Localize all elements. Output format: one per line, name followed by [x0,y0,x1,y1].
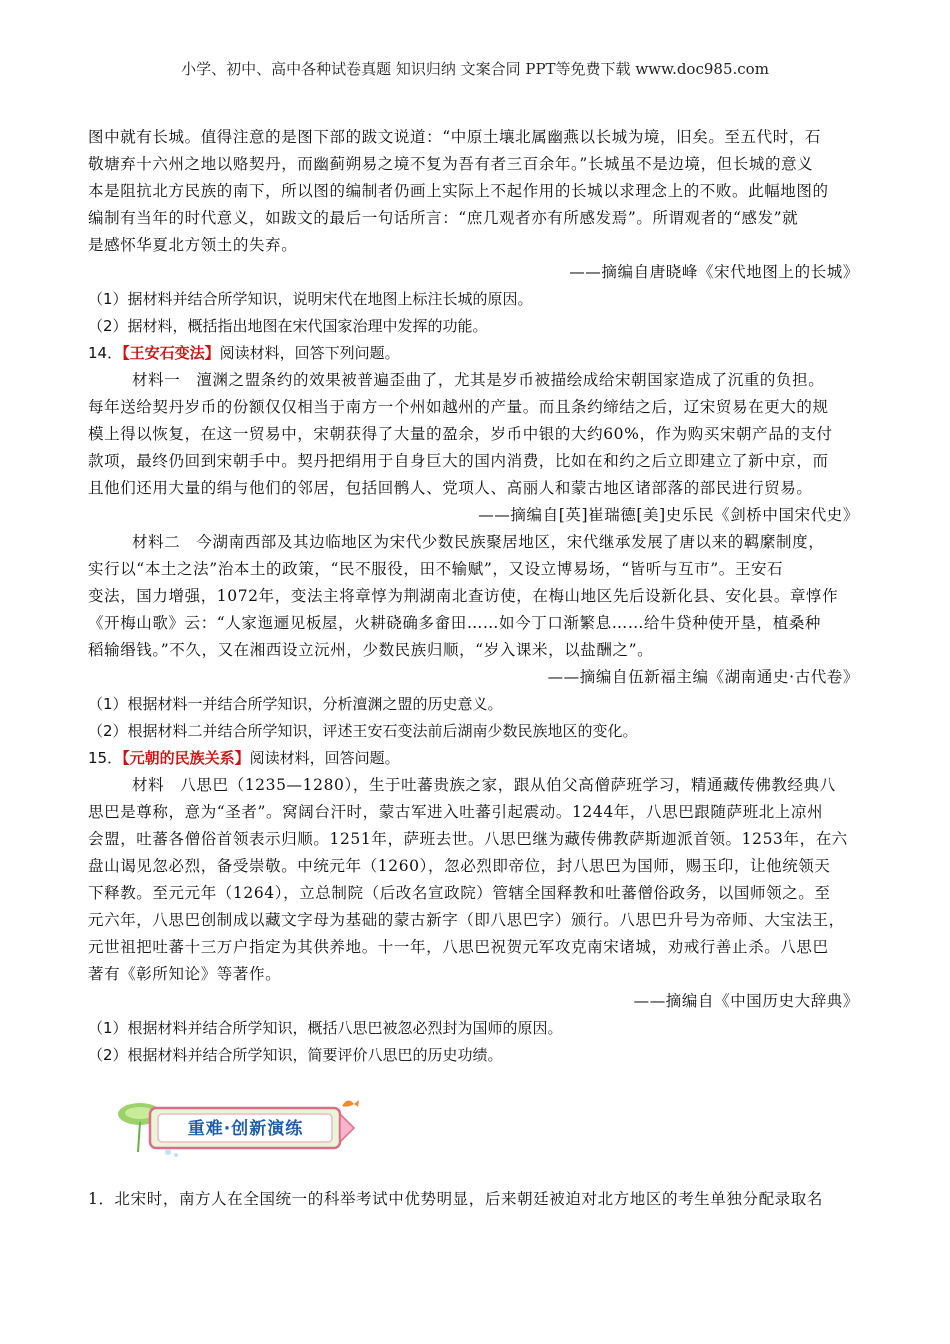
q14-m2-line: 变法，国力增强，1072年，变法主将章惇为荆湖南北查访使，在梅山地区先后设新化县、安化县。章惇作 [88,587,839,605]
q15-heading [88,745,863,772]
main-content [88,124,863,1069]
q15-tag: 【元朝的民族关系】 [122,749,250,767]
q14-m2-line: 稻输缗钱。”不久，又在湘西设立沅州，少数民族归顺，“岁入课米，以盐酬之”。 [88,641,654,659]
q13-subquestion: （1）据材料并结合所学知识，说明宋代在地图上标注长城的原因。 [88,290,533,308]
q15-source: ——摘编自《中国历史大辞典》 [633,992,859,1010]
q14-subquestion: （1）根据材料一并结合所学知识，分析澶渊之盟的历史意义。 [88,695,503,713]
q15-number: 15． [88,749,123,767]
page-header: 小学、初中、高中各种试卷真题 知识归纳 文案合同 PPT等免费下载 www.doc985.com [181,60,769,78]
q15-subquestion: （1）根据材料并结合所学知识，概括八思巴被忽必烈封为国师的原因。 [88,1019,563,1037]
q15-line: 著有《彰所知论》等著作。 [88,965,282,983]
fish-icon [342,1100,354,1106]
question-14 [88,340,863,745]
q14-m1-line: 且他们还用大量的绢与他们的邻居，包括回鹘人、党项人、高丽人和蒙古地区诸部落的部民进行贸易。 [88,479,813,497]
q13-line: 是感怀华夏北方领土的失弃。 [88,236,298,254]
q14-heading [88,340,863,367]
q13-line: 敬塘弃十六州之地以赂契丹，而幽蓟朔易之境不复为吾有者三百余年。”长城虽不是边境，但长城的意义 [88,155,814,173]
q13-line: 图中就有长城。值得注意的是图下部的跋文说道：“中原土壤北属幽燕以长城为境，旧矣。至五代时，石 [88,128,822,146]
q15-prompt: 阅读材料，回答问题。 [249,749,400,767]
q14-m1-line: 模上得以恢复，在这一贸易中，宋朝获得了大量的盈余，岁币中银的大约60%，作为购买宋朝产品的支付 [88,425,833,443]
q15-line: 会盟，吐蕃各僧俗首领表示归顺。1251年，萨班去世。八思巴继为藏传佛教萨斯迦派首领。1253年，在六 [88,830,848,848]
q13-line: 本是阻抗北方民族的南下，所以图的编制者仍画上实际上不起作用的长城以求理念上的不败。此幅地图的 [88,182,829,200]
q14-m1-source: ——摘编自[英]崔瑞德[美]史乐民《剑桥中国宋代史》 [478,506,859,524]
q14-m2-line: 材料二 今湖南西部及其边临地区为宋代少数民族聚居地区，宋代继承发展了唐以来的羁縻制度， [132,533,825,551]
q14-m1-line: 材料一 澶渊之盟条约的效果被普遍歪曲了，尤其是岁币被描绘成给宋朝国家造成了沉重的负担。 [132,371,825,389]
q13-material [88,124,863,340]
bubble-icon [165,1149,171,1155]
q14-m2-line: 《开梅山歌》云：“人家迤逦见板屋，火耕硗确多畲田……如今丁口渐繁息……给牛贷种使开垦，植桑种 [88,614,822,632]
q14-m1-line: 每年送给契丹岁币的份额仅仅相当于南方一个州如越州的产量。而且条约缔结之后，辽宋贸易在更大的规 [88,398,829,416]
q14-m1-line: 款项，最终仍回到宋朝手中。契丹把绢用于自身巨大的国内消费，比如在和约之后立即建立了新中京，而 [88,452,829,470]
q14-subquestion: （2）根据材料二并结合所学知识，评述王安石变法前后湖南少数民族地区的变化。 [88,722,638,740]
q13-subquestion: （2）据材料，概括指出地图在宋代国家治理中发挥的功能。 [88,317,488,335]
q15-line: 元世祖把吐蕃十三万户指定为其供养地。十一年，八思巴祝贺元军攻克南宋诸城，劝戒行善止杀。八思巴 [88,938,829,956]
q14-prompt: 阅读材料，回答下列问题。 [219,344,400,362]
q15-line: 盘山谒见忽必烈，备受崇敬。中统元年（1260），忽必烈即帝位，封八思巴为国师，赐玉印，让他统领天 [88,857,831,875]
q15-line: 材料 八思巴（1235—1280），生于吐蕃贵族之家，跟从伯父高僧萨班学习，精通藏传佛教经典八 [132,776,836,794]
q15-line: 元六年，八思巴创制成以藏文字母为基础的蒙古新字（即八思巴字）颁行。八思巴升号为帝师、大宝法王， [88,911,845,929]
q14-m2-source: ——摘编自伍新福主编《湖南通史·古代卷》 [547,668,859,686]
q14-m2-line: 实行以“本土之法”治本土的政策，“民不服役，田不输赋”，又设立博易场，“皆听与互市”。王安石 [88,560,784,578]
q13-source: ——摘编自唐晓峰《宋代地图上的长城》 [569,263,859,281]
q15-subquestion: （2）根据材料并结合所学知识，简要评价八思巴的历史功绩。 [88,1046,503,1064]
banner-title: 重难·创新演练 [187,1119,304,1139]
q14-tag: 【王安石变法】 [122,344,220,362]
question-15 [88,745,863,1069]
q15-line: 思巴是尊称，意为“圣者”。窝阔台汗时，蒙古军进入吐蕃引起震动。1244年，八思巴跟随萨班北上凉州 [88,803,824,821]
q1-line: 1．北宋时，南方人在全国统一的科举考试中优势明显，后来朝廷被迫对北方地区的考生单独分配录取名 [88,1190,823,1208]
section-banner [110,1092,360,1160]
q13-line: 编制有当年的时代意义，如跋文的最后一句话所言：“庶几观者亦有所感发焉”。所谓观者的“感发”就 [88,209,799,227]
q14-number: 14． [88,344,123,362]
q15-line: 下释教。至元元年（1264），立总制院（后改名宣政院）管辖全国释教和吐蕃僧俗政务，以国师领之。至 [88,884,831,902]
